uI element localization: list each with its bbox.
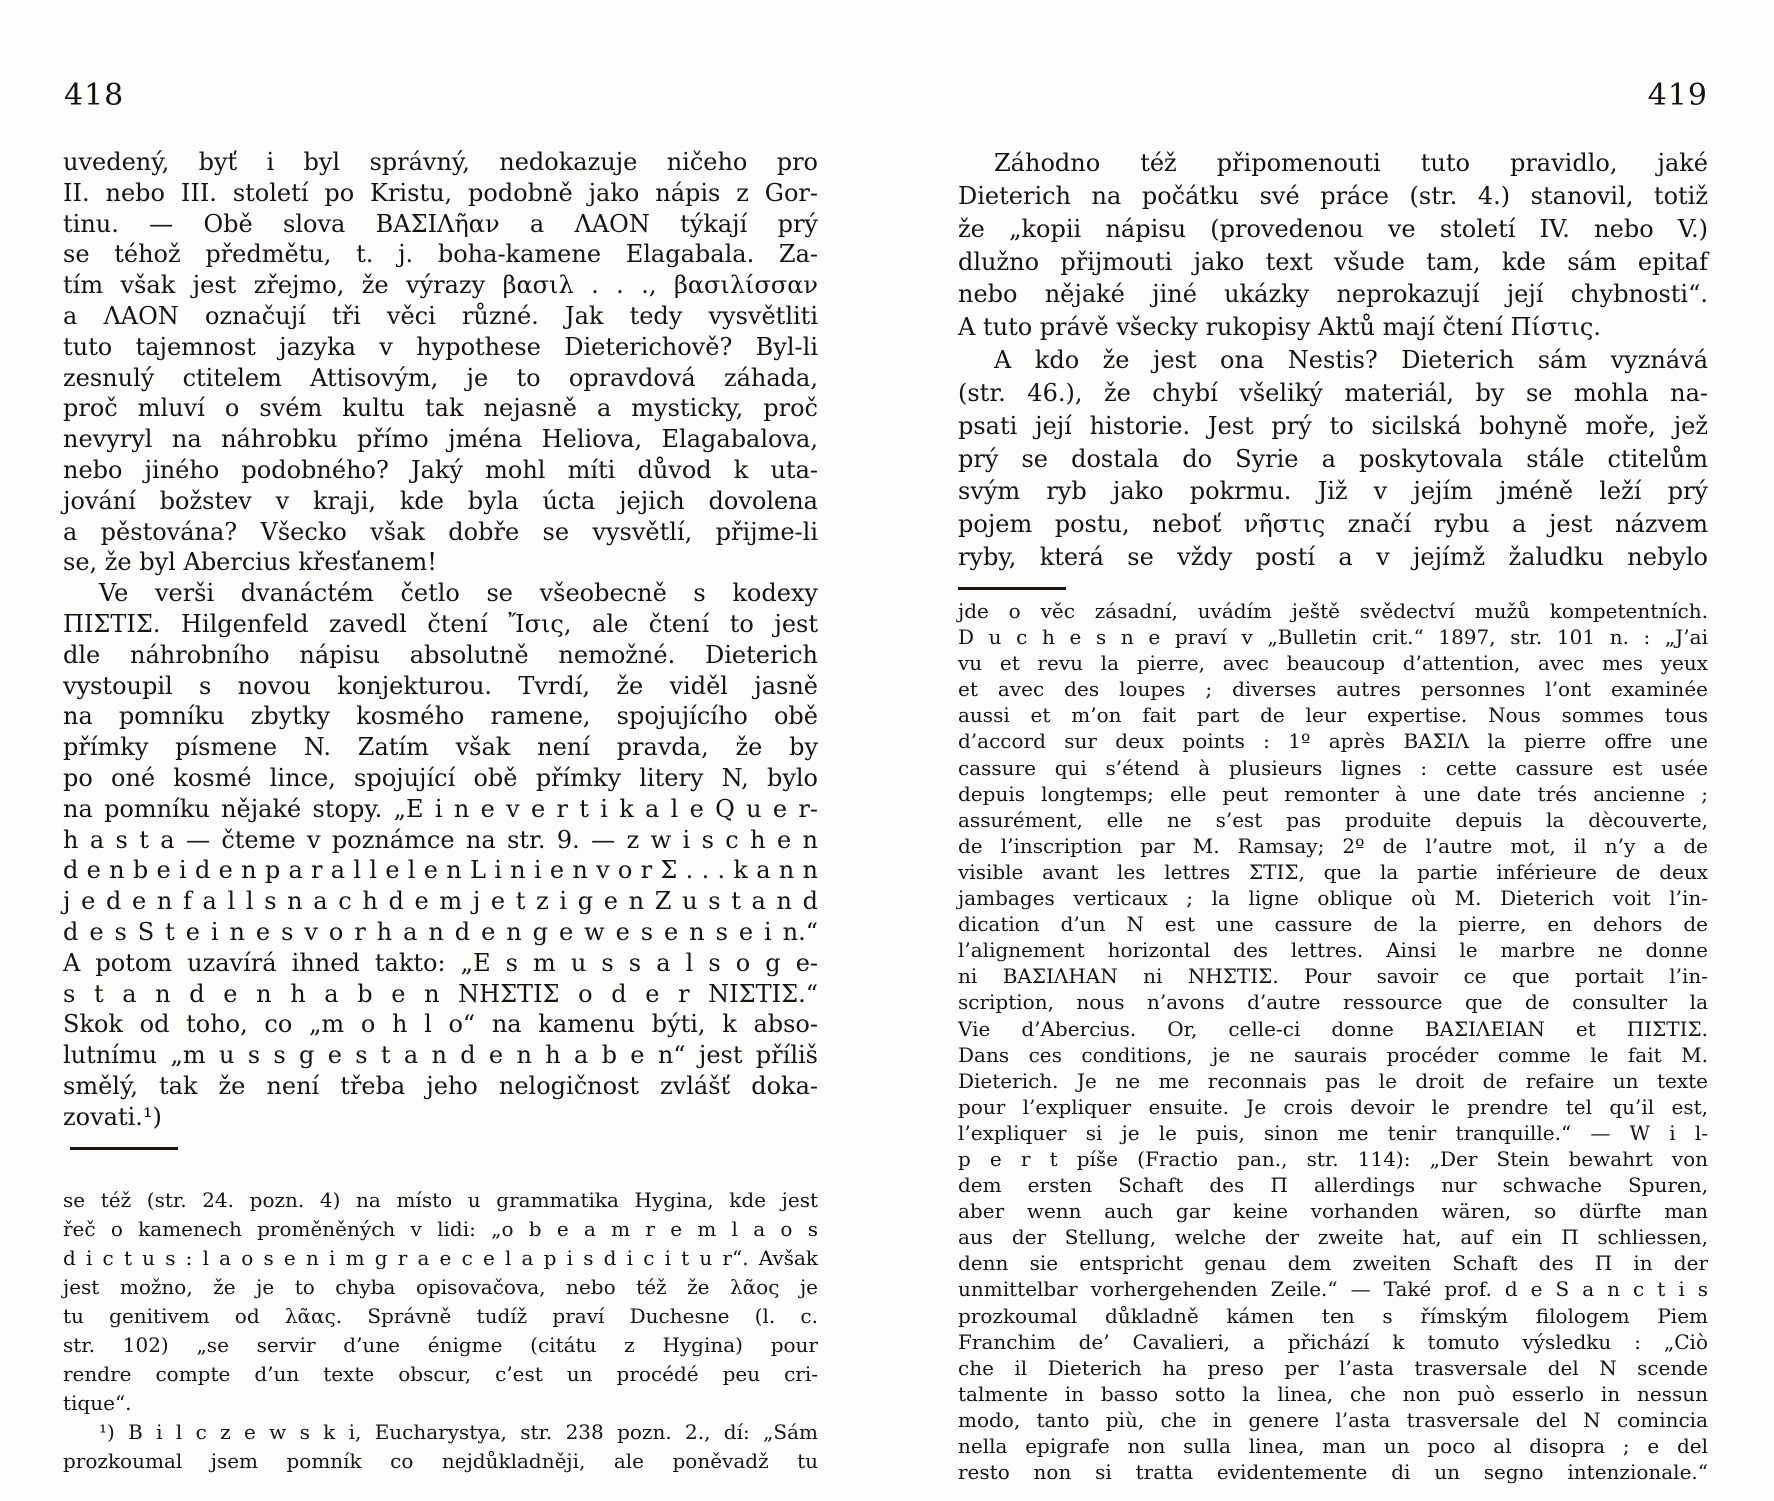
- text-line: s t a n d e n h a b e n ΝΗΣΤΙΣ o d e r ΝΙΣΤΙΣ.“: [63, 979, 818, 1008]
- text-line: str. 102) „se servir d’une énigme (citátu z Hygina) pour: [63, 1333, 818, 1357]
- text-line: nebo jiného podobného? Jaký mohl míti důvod k uta-: [63, 455, 818, 484]
- text-line: tím však jest zřejmo, že výrazy βασιλ . . ., βασιλίσσαν: [63, 271, 818, 300]
- text-line: že „kopii nápisu (provedenou ve století IV. nebo V.): [958, 214, 1708, 243]
- text-line: vu et revu la pierre, avec beaucoup d’attention, avec mes yeux: [958, 651, 1708, 676]
- text-line: p e r t píše (Fractio pan., str. 114): „Der Stein bewahrt von: [958, 1146, 1708, 1171]
- right-page-footnote: [958, 598, 1708, 1485]
- text-line: smělý, tak že není třeba jeho nelogičnost zvlášť doka-: [63, 1071, 818, 1100]
- text-line: prozkoumal jsem pomník co nejdůkladněji, ale poněvadž tu: [63, 1449, 818, 1473]
- text-line: che il Dieterich ha preso per l’asta trasversale del N scende: [958, 1355, 1708, 1380]
- text-line: de l’inscription par M. Ramsay; 2º de l’autre mot, il n’y a de: [958, 833, 1708, 858]
- text-line: aussi et m’on fait part de leur expertise. Nous sommes tous: [958, 703, 1708, 728]
- text-line: jde o věc zásadní, uvádím ještě svědectví mužů kompetentních.: [958, 599, 1708, 623]
- right-page-main-text: [958, 147, 1708, 574]
- text-line: l’expliquer si je le puis, sinon me tenir tranquille.“ — W i l-: [958, 1120, 1708, 1145]
- text-line: aus der Stellung, welche der zweite hat, auf ein Π schliessen,: [958, 1225, 1708, 1250]
- text-line: et avec des loupes ; diverses autres personnes l’ont examinée: [958, 677, 1708, 702]
- text-line: aber wenn auch gar keine vorhanden wären, so dürfte man: [958, 1199, 1708, 1224]
- text-line: a pěstována? Všecko však dobře se vysvětlí, přijme-li: [63, 517, 818, 546]
- text-line: modo, tanto più, che in genere l’asta trasversale del N comincia: [958, 1407, 1708, 1432]
- page-number-left: 418: [64, 78, 125, 113]
- text-line: dem ersten Schaft des Π allerdings nur schwache Spuren,: [958, 1173, 1708, 1198]
- text-line: se téhož předmětu, t. j. boha-kamene Elagabala. Za-: [63, 240, 818, 269]
- text-line: ΠΙΣΤΙΣ. Hilgenfeld zavedl čtení Ἴσις, ale čtení to jest: [63, 609, 818, 638]
- text-line: visible avant les lettres ΣΤΙΣ, que la partie inférieure de deux: [958, 859, 1708, 884]
- text-line: vystoupil s novou konjekturou. Tvrdí, že viděl jasně: [63, 671, 818, 700]
- text-line: Dieterich na počátku své práce (str. 4.) stanovil, totiž: [958, 181, 1708, 210]
- left-page-footnote: [63, 1186, 818, 1476]
- text-line: II. nebo III. století po Kristu, podobně jako nápis z Gor-: [63, 178, 818, 207]
- text-line: psati její historie. Jest prý to sicilská bohyně moře, jež: [958, 411, 1708, 440]
- text-line: (str. 46.), že chybí všeliký materiál, by se mohla na-: [958, 378, 1708, 407]
- text-line: rendre compte d’un texte obscur, c’est un procédé peu cri-: [63, 1362, 818, 1386]
- text-line: scription, nous n’avons d’autre ressource que de consulter la: [958, 990, 1708, 1015]
- text-line: nevyryl na náhrobku přímo jména Heliova, Elagabalova,: [63, 425, 818, 454]
- text-line: d e s S t e i n e s v o r h a n d e n g e w e s e n s e i n.“: [63, 917, 818, 946]
- text-line: Ve verši dvanáctém četlo se všeobecně s kodexy: [99, 579, 818, 608]
- text-line: unmittelbar vorhergehenden Zeile.“ — Také prof. d e S a n c t i s: [958, 1277, 1708, 1302]
- text-line: A tuto právě všecky rukopisy Aktů mají čtení Πίστις.: [958, 313, 1601, 342]
- text-line: jování božstev v kraji, kde byla úcta jejich dovolena: [63, 486, 818, 515]
- text-line: depuis longtemps; elle peut remonter à une date trés ancienne ;: [958, 781, 1708, 806]
- text-line: d i c t u s : l a o s e n i m g r a e c e l a p i s d i c i t u r“. Avšak: [63, 1246, 818, 1270]
- text-line: nebo nějaké jiné ukázky neprokazují její chybnosti“.: [958, 280, 1708, 309]
- text-line: jest možno, že je to chyba opisovačova, nebo též že λᾶος je: [63, 1275, 818, 1299]
- text-line: h a s t a — čteme v poznámce na str. 9. — z w i s c h e n: [63, 825, 818, 854]
- text-line: dle náhrobního nápisu absolutně nemožné. Dieterich: [63, 640, 818, 669]
- text-line: proč mluví o svém kultu tak nejasně a mysticky, proč: [63, 394, 818, 423]
- text-line: svým ryb jako pokrmu. Již v jejím jméně leží prý: [958, 477, 1708, 506]
- text-line: D u c h e s n e praví v „Bulletin crit.“ 1897, str. 101 n. : „J’ai: [958, 625, 1708, 650]
- text-line: l’alignement horizontal des lettres. Ainsi le marbre ne donne: [958, 938, 1708, 963]
- text-line: uvedený, byť i byl správný, nedokazuje ničeho pro: [63, 148, 818, 176]
- text-line: talmente in basso sotto la linea, che non può esserlo in nessun: [958, 1381, 1708, 1406]
- text-line: na pomníku zbytky kosmého ramene, spojujícího obě: [63, 702, 818, 731]
- text-line: zesnulý ctitelem Attisovým, je to opravdová záhada,: [63, 363, 818, 392]
- text-line: přímky písmene N. Zatím však není pravda, že by: [63, 733, 818, 762]
- right-footnote-separator: [958, 587, 1066, 590]
- text-line: d e n b e i d e n p a r a l l e l e n L i n i e n v o r Σ . . . k a n n: [63, 856, 818, 885]
- text-line: denn sie entspricht genau dem zweiten Schaft des Π in der: [958, 1251, 1708, 1276]
- text-line: assurément, elle ne s’est pas produite depuis la dècouverte,: [958, 807, 1708, 832]
- text-line: prozkoumal důkladně kámen ten s římským filologem Piem: [958, 1303, 1708, 1328]
- text-line: tique“.: [63, 1391, 132, 1415]
- text-line: po oné kosmé lince, spojující obě přímky litery N, bylo: [63, 763, 818, 792]
- text-line: ryby, která se vždy postí a v jejímž žaludku nebylo: [958, 543, 1708, 572]
- text-line: Dans ces conditions, je ne saurais procéder comme le fait M.: [958, 1042, 1708, 1067]
- text-line: A kdo že jest ona Nestis? Dieterich sám vyznává: [994, 346, 1708, 375]
- text-line: pojem postu, neboť νῆστις značí rybu a jest názvem: [958, 510, 1708, 539]
- text-line: tuto tajemnost jazyka v hypothese Dieterichově? Byl-li: [63, 332, 818, 361]
- text-line: lutnímu „m u s s g e s t a n d e n h a b e n“ jest příliš: [63, 1041, 818, 1070]
- left-page-main-text: [63, 147, 818, 1133]
- text-line: Franchim de’ Cavalieri, a přichází k tomuto výsledku : „Ciò: [958, 1329, 1708, 1354]
- text-line: Vie d’Abercius. Or, celle-ci donne ΒΑΣΙΛΕΙΑΝ et ΠΙΣΤΙΣ.: [958, 1016, 1708, 1041]
- text-line: A potom uzavírá ihned takto: „E s m u s s a l s o g e-: [63, 948, 818, 977]
- text-line: j e d e n f a l l s n a c h d e m j e t z i g e n Z u s t a n d: [63, 887, 818, 916]
- text-line: se, že byl Abercius křesťanem!: [63, 548, 437, 577]
- text-line: d’accord sur deux points : 1º après ΒΑΣΙΛ la pierre offre une: [958, 729, 1708, 754]
- text-line: ni ΒΑΣΙΛΗΑΝ ni ΝΗΣΤΙΣ. Pour savoir ce que portait l’in-: [958, 964, 1708, 989]
- text-line: se též (str. 24. pozn. 4) na místo u grammatika Hygina, kde jest: [63, 1188, 818, 1212]
- text-line: ¹) B i l c z e w s k i, Eucharystya, str. 238 pozn. 2., dí: „Sám: [99, 1420, 818, 1444]
- text-line: tu genitivem od λᾶας. Správně tudíž praví Duchesne (l. c.: [63, 1304, 818, 1328]
- text-line: resto non si tratta evidentemente di un segno intenzionale.“: [958, 1460, 1708, 1485]
- text-line: řeč o kamenech proměněných v lidi: „o b e a m r e m l a o s: [63, 1217, 818, 1241]
- text-line: Dieterich. Je ne me reconnais pas le droit de refaire un texte: [958, 1068, 1708, 1093]
- text-line: a ΛΑΟΝ označují tři věci různé. Jak tedy vysvětliti: [63, 301, 818, 330]
- text-line: dication d’un N est une cassure de la pierre, en dehors de: [958, 912, 1708, 937]
- text-line: zovati.¹): [63, 1102, 162, 1131]
- text-line: dlužno přijmouti jako text všude tam, kde sám epitaf: [958, 247, 1708, 276]
- text-line: tinu. — Obě slova ΒΑΣΙΛῆαν a ΛΑΟΝ týkají prý: [63, 209, 818, 238]
- text-line: pour l’expliquer ensuite. Je crois devoir le prendre tel qu’il est,: [958, 1094, 1708, 1119]
- text-line: Skok od toho, co „m o h l o“ na kamenu býti, k abso-: [63, 1010, 818, 1039]
- page-number-right: 419: [1647, 78, 1708, 113]
- text-line: prý se dostala do Syrie a poskytovala stále ctitelům: [958, 444, 1708, 473]
- left-footnote-separator: [70, 1147, 178, 1150]
- text-line: Záhodno též připomenouti tuto pravidlo, jaké: [994, 149, 1708, 177]
- text-line: cassure qui s’étend à plusieurs lignes : cette cassure est usée: [958, 755, 1708, 780]
- text-line: jambages verticaux ; la ligne oblique où M. Dieterich voit l’in-: [958, 886, 1708, 911]
- text-line: nella epigrafe non sulla linea, man un poco al disopra ; e del: [958, 1434, 1708, 1458]
- text-line: na pomníku nějaké stopy. „E i n e v e r t i k a l e Q u e r-: [63, 794, 818, 823]
